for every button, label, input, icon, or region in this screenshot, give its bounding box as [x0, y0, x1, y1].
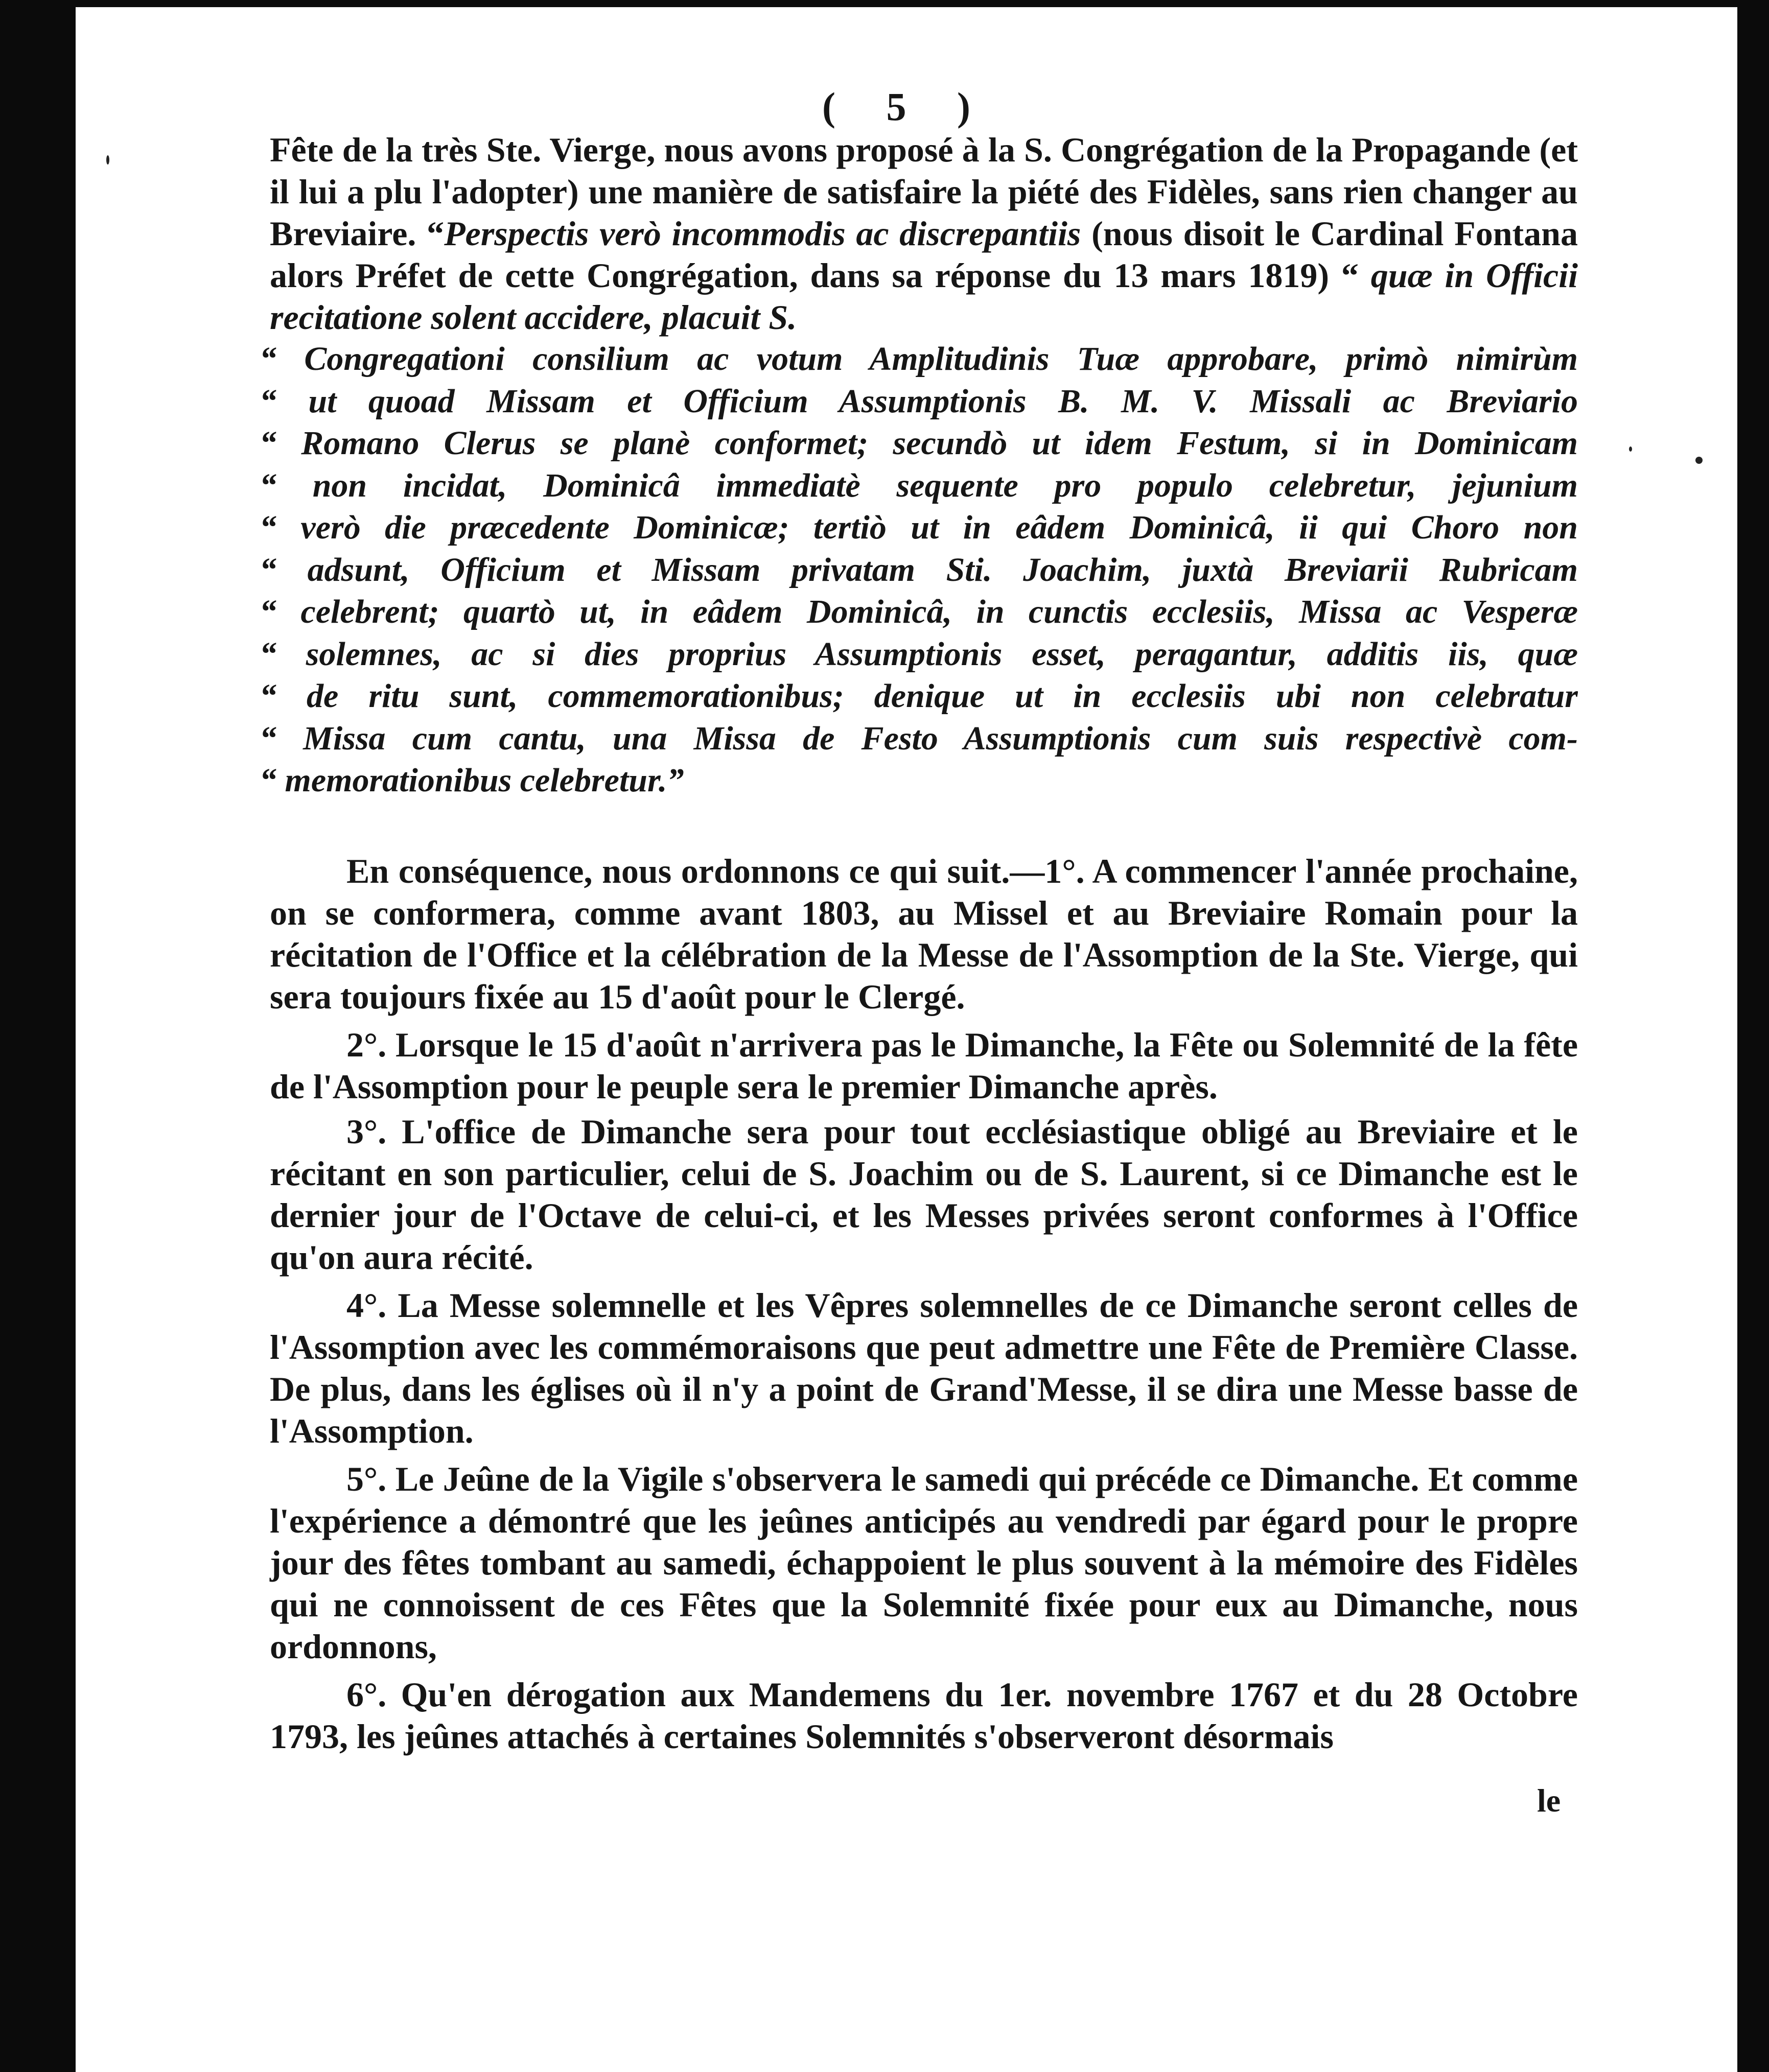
page-number: ( 5 )	[822, 84, 991, 129]
intro-text-continued: (nous disoit le Cardinal Fontana alors Préfet de cette Congrégation, dans sa réponse du 13 mars 1819) “	[270, 214, 1578, 295]
quote-line: “ Congregationi consilium ac votum Amplitudinis Tuæ approbare, primò nimirùm	[260, 340, 1578, 378]
intro-latin-text: Perspectis verò incommodis ac discrepantiis	[444, 214, 1081, 253]
quote-first-line: quæ in Officii recitatione solent accidere, placuit S.	[270, 256, 1578, 337]
quote-line: “ verò die præcedente Dominicæ; tertiò ut in eâdem Dominicâ, ii qui Choro non	[260, 509, 1578, 546]
document-page	[76, 7, 1737, 2072]
quote-line: “ ut quoad Missam et Officium Assumptionis B. M. V. Missali ac Breviario	[260, 382, 1578, 420]
quote-line: “ adsunt, Officium et Missam privatam Sti. Joachim, juxtà Breviarii Rubricam	[260, 551, 1578, 588]
scan-speck	[106, 155, 109, 164]
latin-quotation	[260, 338, 1578, 802]
consequence-paragraph: En conséquence, nous ordonnons ce qui suit.—1°. A commencer l'année prochaine, on se conformera, comme avant 1803, au Missel et au Breviaire Romain pour la récitation de l'Office et la célébration de la Messe de l'Assomption de la Ste. Vierge, qui sera toujours fixée au 15 d'août pour le Clergé.	[270, 852, 1578, 1016]
ordinance-item-2: 2°. Lorsque le 15 d'août n'arrivera pas le Dimanche, la Fête ou Solemnité de la fête de l'Assomption pour le peuple sera le premier Dimanche après.	[270, 1025, 1578, 1106]
quote-line: “ memorationibus celebretur.”	[260, 762, 684, 799]
quote-line: “ non incidat, Dominicâ immediatè sequente pro populo celebretur, jejunium	[260, 466, 1578, 504]
intro-text: Fête de la très Ste. Vierge, nous avons proposé à la S. Congrégation de la Propagande (et il lui a plu l'adopter) une manière de satisfaire la piété des Fidèles, sans rien changer au Breviaire. “	[270, 130, 1578, 253]
quote-line: “ Missa cum cantu, una Missa de Festo Assumptionis cum suis respectivè com-	[260, 719, 1578, 757]
scan-border-left	[0, 0, 76, 2072]
scan-speck	[1629, 446, 1632, 452]
scan-border-top	[0, 0, 1769, 7]
ordinance-item-6: 6°. Qu'en dérogation aux Mandemens du 1er. novembre 1767 et du 28 Octobre 1793, les jeûnes attachés à certaines Solemnités s'observeront désormais	[270, 1675, 1578, 1756]
intro-paragraph	[270, 129, 1578, 338]
quote-line: “ Romano Clerus se planè conformet; secundò ut idem Festum, si in Dominicam	[260, 425, 1578, 462]
scan-speck	[1695, 457, 1703, 464]
ordinance-item-4: 4°. La Messe solemnelle et les Vêpres solemnelles de ce Dimanche seront celles de l'Assomption avec les commémoraisons que peut admettre une Fête de Première Classe. De plus, dans les églises où il n'y a point de Grand'Messe, il se dira une Messe basse de l'Assomption.	[270, 1286, 1578, 1450]
scan-border-right	[1737, 0, 1769, 2072]
quote-line: “ de ritu sunt, commemorationibus; denique ut in ecclesiis ubi non celebratur	[260, 677, 1578, 715]
quote-line: “ celebrent; quartò ut, in eâdem Dominicâ, in cunctis ecclesiis, Missa ac Vesperæ	[260, 593, 1578, 630]
ordinance-item-3: 3°. L'office de Dimanche sera pour tout ecclésiastique obligé au Breviaire et le récitant en son particulier, celui de S. Joachim ou de S. Laurent, si ce Dimanche est le dernier jour de l'Octave de celui-ci, et les Messes privées seront conformes à l'Office qu'on aura récité.	[270, 1112, 1578, 1277]
catchword: le	[1537, 1782, 1561, 1819]
ordinance-item-5: 5°. Le Jeûne de la Vigile s'observera le samedi qui précéde ce Dimanche. Et comme l'expérience a démontré que les jeûnes anticipés au vendredi par égard pour le propre jour des fêtes tombant au samedi, échappoient le plus souvent à la mémoire des Fidèles qui ne connoissent de ces Fêtes que la Solemnité fixée pour eux au Dimanche, nous ordonnons,	[270, 1459, 1578, 1666]
quote-line: “ solemnes, ac si dies proprius Assumptionis esset, peragantur, additis iis, quæ	[260, 635, 1578, 673]
